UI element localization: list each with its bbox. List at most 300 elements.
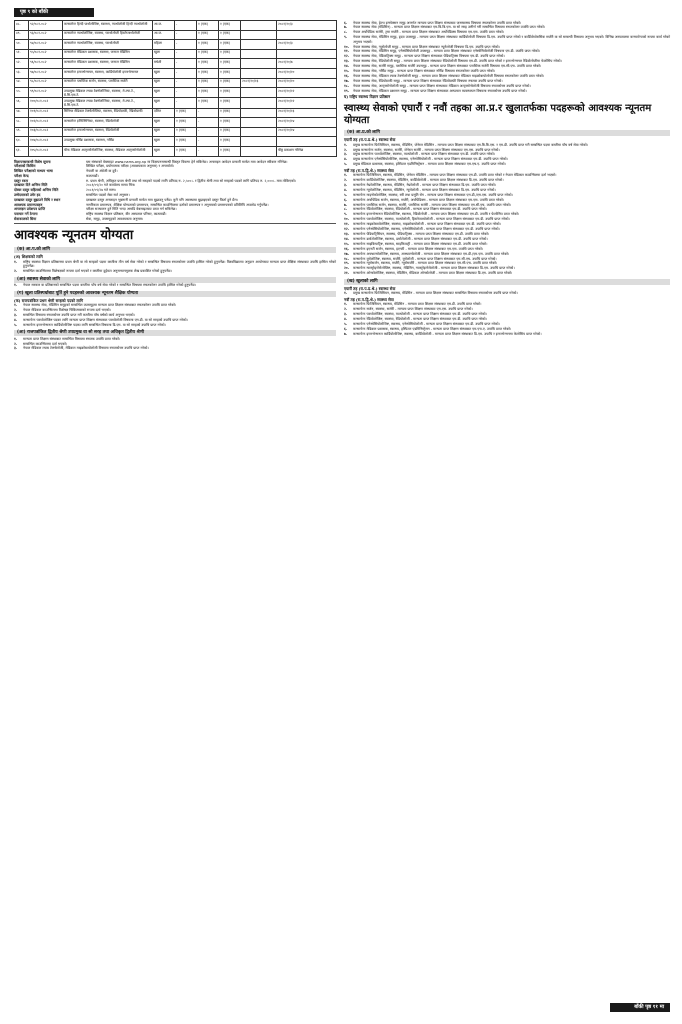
table-cell: खुला <box>153 146 175 156</box>
list-item <box>344 222 670 226</box>
table-cell: ५३. <box>15 68 29 78</box>
info-row <box>14 183 336 187</box>
table-cell: ९५/०८१-०८२ <box>29 49 63 59</box>
item-text: कन्सल्टेन्ट फिजिसियन, स्वास्थ्य, मेडिसिन, जेनेरल मेडिसिन - मान्यता प्राप्त शिक्षण संस्थाबाट एम.डी. उपाधि प्राप्त गरेको र नेपाल मेडिकल काउन्सिलमा दर्ता भएको। <box>353 173 557 178</box>
table-cell: ६१. <box>15 146 29 156</box>
list-item <box>344 247 670 251</box>
list-item <box>344 143 670 147</box>
left-qualification-sections <box>14 247 336 350</box>
table-cell: १ (एक) <box>175 108 197 118</box>
table-row <box>15 98 337 108</box>
table-row <box>15 68 337 78</box>
list-item <box>344 227 670 231</box>
item-number: ९. <box>344 212 348 217</box>
item-text: कन्सल्टेन्ट माइक्रोबायोलोजिष्ट, स्वास्थ्य, माइक्रोबायोलोजी - मान्यता प्राप्त शिक्षण संस्थाबाट एम.डी. उपाधि प्राप्त गरेको। <box>353 222 501 227</box>
table-cell: ९७/०८१-०८२ <box>29 68 63 78</box>
section-subheading: नवौं तह (रा.प.द्वि.श्रे.) स्वास्थ्य सेवा <box>344 167 394 173</box>
table-cell: सिनियर मेडिकल टेक्नोलोजिस्ट, स्वास्थ्य, रेडियोग्राफी, रेडियोग्राफी <box>63 108 153 118</box>
table-cell: १ (एक) <box>197 59 219 69</box>
table-cell: - <box>197 127 219 137</box>
table-cell: २०८१/१०/१० <box>277 68 337 78</box>
table-row <box>15 108 337 118</box>
item-text: कन्सल्टेन्ट इन्टरभेन्सनल कार्डियोलोजिष्ट पदका लागि सम्बन्धित विषयमा डि.एम. वा सो सरहको उपाधि प्राप्त गरेको। <box>23 322 166 327</box>
list-item <box>344 59 670 63</box>
item-number: १४. <box>344 236 349 241</box>
item-number: ५. <box>344 321 348 326</box>
item-number: २. <box>344 306 348 311</box>
info-label: आवश्यक प्रमाणपत्रहरु <box>14 202 43 207</box>
table-cell: २०८१/१०/१४ <box>277 118 337 128</box>
item-number: ६. <box>344 197 348 202</box>
table-cell: १ (एक) <box>175 118 197 128</box>
item-number: ३. <box>344 182 348 187</box>
info-row <box>14 207 336 211</box>
item-number: २. <box>344 147 348 152</box>
item-number: १७. <box>344 78 349 83</box>
info-value: दरखास्त दस्तुर अनलाइन भुक्तानी प्रणाली मार्फत मात्र बुझाउनु पर्नेछ। कुनै पनि अवस्थामा बुझाइएको दस्तुर फिर्ता हुने छैन। <box>86 197 238 202</box>
info-label: दरखास्त दिने अन्तिम मिति <box>14 183 48 188</box>
table-cell: १ (एक) <box>197 98 219 108</box>
item-text: राष्ट्रिय स्वास्थ्य विज्ञान प्रतिष्ठानमा प्रथम श्रेणी वा सो सरहको पदमा कम्तीमा तीन वर्ष सेवा गरेको र सम्बन्धित विषयमा स्नातकोत्तर उपाधि हासिल गरेको हुनुपर्नेछ। विश्वविद्यालय अनुदान आयोगबाट मान्यता प्राप्त शैक्षिक संस्थाबाट उपाधि हासिल गरेको हुनुपर्नेछ। <box>23 259 336 269</box>
item-number: १७. <box>344 251 349 256</box>
table-cell <box>241 118 277 128</box>
item-number: ११. <box>344 49 349 54</box>
table-cell: १ (एक) <box>219 78 241 88</box>
table-cell: ९४/०८१-०८२ <box>29 40 63 50</box>
table-cell: २०८१/१०/३ <box>277 21 337 31</box>
list-item <box>344 89 670 93</box>
item-text: नेपाल स्वास्थ्य सेवा, अल्ट्रासोनोलोजी समूह - मान्यता प्राप्त शिक्षण संस्थाबाट मेडिकल अल्ट्रासोनोलोजी विषयमा स्नातकोत्तर उपाधि प्राप्त गरेको। <box>353 83 531 88</box>
info-row <box>14 193 336 197</box>
item-text: कन्सल्टेन्ट न्यूरोलोजिष्ट, स्वास्थ्य, मेडिसिन, न्यूरोलोजी - मान्यता प्राप्त शिक्षण संस्थाबाट डि.एम. उपाधि प्राप्त गरेको। <box>353 187 496 192</box>
item-number: १८. <box>344 256 349 261</box>
list-item <box>344 69 670 73</box>
table-cell: कन्सल्टेन्ट इन्टिस्निभिस्ट, स्वास्थ्य, रेडियोलोजी <box>63 118 153 128</box>
item-number: २१. <box>344 271 349 276</box>
table-cell: १ (एक) <box>197 88 219 98</box>
item-number: ३. <box>344 152 348 157</box>
table-cell: २०८१/१०/७ <box>277 59 337 69</box>
info-label: उम्मेदवारको उमेर हद <box>14 193 41 198</box>
list-item <box>344 35 670 44</box>
info-row <box>14 160 336 164</box>
item-text: कन्सल्टेन्ट न्यूरोसर्जन, स्वास्थ्य, सर्जरी, न्यूरोसर्जरी - मान्यता प्राप्त शिक्षण संस्थाबाट एम.सी.एच. उपाधि प्राप्त गरेको। <box>353 261 498 266</box>
table-cell: महिला <box>153 40 175 50</box>
list-item <box>344 232 670 236</box>
table-cell: १ (एक) <box>175 127 197 137</box>
item-number: ११. <box>344 222 349 227</box>
table-cell: उपप्रमुख मेडिकल ल्याब टेक्नोलोजिस्ट, स्वास्थ्य, मे.ल्या.टे., ग्रे.सि.एस.टे. <box>63 88 153 98</box>
item-text: नेपाल स्वास्थ्य सेवा, सर्जरी समूह, प्लास्टिक सर्जरी उपसमूह - मान्यता प्राप्त शिक्षण संस्थाबाट प्लास्टिक सर्जरी विषयमा एम.सी.एच. उपाधि प्राप्त गरेको। <box>353 64 542 69</box>
info-label: विज्ञापनसम्बन्धी विशेष सूचना <box>14 159 51 164</box>
item-text: नेपाल स्वास्थ्य सेवा (मेडिसिन) - मान्यता प्राप्त शिक्षण संस्थाबाट एम.बि.बि.एस. वा सो सरह उत्तीर्ण गरी सम्बन्धित विषयमा स्नातकोत्तर उपाधि प्राप्त गरेको। <box>353 25 546 30</box>
item-number: २. <box>14 341 18 346</box>
item-number: ७. <box>344 202 348 207</box>
item-number: १. <box>14 259 18 264</box>
table-cell: १०५/०८१-०८२ <box>29 146 63 156</box>
table-cell: खुला <box>153 78 175 88</box>
item-number: ४. <box>344 157 348 162</box>
table-row <box>15 88 337 98</box>
table-cell: ९२/०८१-०८२ <box>29 21 63 31</box>
item-number: १५. <box>344 241 349 246</box>
table-cell: - <box>197 137 219 147</box>
right-qualification-list <box>344 21 670 94</box>
list-item <box>344 84 670 88</box>
item-text: कन्सल्टेन्ट मेडिकल प्रशासक, स्वास्थ्य, हस्पिटल एडमिनिस्ट्रेसन - मान्यता प्राप्त शिक्षण संस्थाबाट एम.एच.ए. उपाधि प्राप्त गरेको। <box>353 326 512 331</box>
table-cell: १००/०८१-०८२ <box>29 98 63 108</box>
info-row <box>14 212 336 216</box>
item-number: ४. <box>14 317 18 322</box>
item-text: नेपाल मेडिकल ल्याब टेक्नोलोजी, मेडिकल माइक्रोबायोलोजी विषयमा स्नातकोत्तर उपाधि प्राप्त गरेको। <box>23 346 149 351</box>
section-subheading: (अ) शिक्षकको लागि <box>14 254 43 260</box>
item-number: ८. <box>344 207 348 212</box>
table-cell: १ (एक) <box>197 30 219 40</box>
table-cell: १०१/०८१-०८२ <box>29 108 63 118</box>
table-row <box>15 49 337 59</box>
table-cell: - <box>175 40 197 50</box>
item-text: कन्सल्टेन्ट ग्यास्ट्रोइन्टेरोलोजिष्ट, स्वास्थ्य, मेडिसिन, ग्यास्ट्रोइन्टेरोलोजी - मान्यता प्राप्त शिक्षण संस्थाबाट डि.एम. उपाधि प्राप्त गरेको। <box>353 266 515 271</box>
table-cell: खुला <box>153 49 175 59</box>
item-text: कन्सल्टेन्ट प्लास्टिक सर्जन, स्वास्थ्य, सर्जरी, प्लास्टिक सर्जरी - मान्यता प्राप्त शिक्षण संस्थाबाट एम.सी.एच. उपाधि प्राप्त गरेको। <box>353 202 511 207</box>
table-cell: २०८१/१०/१२ <box>277 88 337 98</box>
info-label: सेवाकालको सिमा <box>14 217 37 222</box>
list-item <box>344 64 670 68</box>
table-cell: २०८१/१०/१३ <box>277 108 337 118</box>
table-cell <box>241 137 277 147</box>
table-cell: ९९/०८१-०८२ <box>29 88 63 98</box>
list-item <box>344 173 670 177</box>
table-cell: ५१. <box>15 49 29 59</box>
item-text: कन्सल्टेन्ट डर्माटोलोजिष्ट, स्वास्थ्य, डर्माटोलोजी - मान्यता प्राप्त शिक्षण संस्थाबाट एम.डी. उपाधि प्राप्त गरेको। <box>353 236 488 241</box>
item-number: ७. <box>344 331 348 336</box>
table-cell <box>277 30 337 40</box>
item-text: कन्सल्टेन्ट नेफ्रोलोजिष्ट, स्वास्थ्य, मेडिसिन, नेफ्रोलोजी - मान्यता प्राप्त शिक्षण संस्थाबाट डि.एम. उपाधि प्राप्त गरेको। <box>353 182 497 187</box>
item-number: ३. <box>344 311 348 316</box>
advertisement-info <box>14 160 336 222</box>
info-value: २०८१/०९/२७ गते सम्म। <box>86 188 116 193</box>
table-cell: १ (एक) <box>175 137 197 147</box>
item-text: सम्बन्धित काउन्सिलमा दर्ता भएको। <box>23 341 68 346</box>
list-item <box>344 291 670 295</box>
info-label: लिखित परीक्षाको माध्यम भाषा <box>14 169 53 174</box>
item-number: ९. <box>344 35 348 40</box>
section-bar: (ग) खुला प्रतिस्पर्धाबाट पूर्ति हुने पदहरुको आवश्यक न्यूनतम शैक्षिक योग्यता <box>14 291 336 297</box>
item-number: १५. <box>344 69 349 74</box>
info-value: लिखित परीक्षा, प्रयोगात्मक परीक्षा (आवश्यकता अनुसार) र अन्तर्वार्ता। <box>86 164 174 169</box>
table-cell: १ (एक) <box>175 146 197 156</box>
info-row <box>14 169 336 173</box>
table-cell <box>241 68 277 78</box>
list-item <box>14 323 336 327</box>
list-item <box>344 79 670 83</box>
left-column <box>14 20 336 351</box>
item-text: नेपाल स्वास्थ्य सेवा, मेडिकल प्रशासन समूह - मान्यता प्राप्त शिक्षण संस्थाबाट अस्पताल व्यवस्थापन विषयमा स्नातकोत्तर उपाधि प्राप्त गरेको। <box>353 88 527 93</box>
item-number: १३. <box>344 59 349 64</box>
table-cell: ४८. <box>15 21 29 31</box>
page-continuation-header: पृष्ठ ९ को बाँकी <box>14 8 94 17</box>
table-cell: १ (एक) <box>197 68 219 78</box>
info-label: परीक्षा केन्द्र <box>14 173 29 178</box>
table-cell: चीफ मेडिकल अल्ट्रासोनोलोजिष्ट, स्वास्थ्य, मेडिकल अल्ट्रासोनोलोजी <box>63 146 153 156</box>
section-subheading: एघारौं तह (रा.प.प्र.श्रे.) स्वास्थ्य सेवा <box>344 285 396 291</box>
newspaper-page <box>14 8 670 1012</box>
table-cell: ९६/०८१-०८२ <box>29 59 63 69</box>
item-number: १८. <box>344 83 349 88</box>
item-text: नेपाल अर्थोपेडिक सर्जरी, ट्रमा सर्जरी - मान्यता प्राप्त शिक्षण संस्थाबाट अर्थोपेडिक्स विषयमा एम.एस. उपाधि प्राप्त गरेको। <box>353 30 505 35</box>
item-text: कन्सल्टेन्ट गाइनोकोलोजिष्ट, स्वास्थ्य, स्त्री तथा प्रसूति रोग - मान्यता प्राप्त शिक्षण संस्थाबाट एम.डी./एम.एस. उपाधि प्राप्त गरेको। <box>353 192 513 197</box>
item-text: कन्सल्टेन्ट पेडियाट्रिसियन, स्वास्थ्य, पेडियाट्रिक्स - मान्यता प्राप्त शिक्षण संस्थाबाट एम.डी. उपाधि प्राप्त गरेको। <box>353 232 490 236</box>
table-cell: १ (एक) <box>219 21 241 31</box>
info-value: राष्ट्रिय स्वास्थ्य विज्ञान प्रतिष्ठान, बीर अस्पताल परिसर, काठमाडौं। <box>86 212 167 217</box>
item-text: कन्सल्टेन्ट एनेस्थेसियोलोजिष्ट, स्वास्थ्य, एनेस्थेसियोलोजी - मान्यता प्राप्त शिक्षण संस्थाबाट एम.डी. उपाधि प्राप्त गरेको। <box>353 321 500 326</box>
info-value: सेवा, समूह, उपसमूहको आवश्यकता अनुसार। <box>86 217 144 222</box>
item-number: १. <box>14 336 18 341</box>
item-text: प्रमुख मेडिकल प्रशासक, स्वास्थ्य, हस्पिटल एडमिनिस्ट्रेसन - मान्यता प्राप्त शिक्षण संस्थाबाट एम.एच.ए. उपाधि प्राप्त गरेको। <box>353 162 506 167</box>
table-cell: १०३/०८१-०८२ <box>29 127 63 137</box>
item-text: नेपाल स्वास्थ्य सेवा, नर्सिङ समूह - मान्यता प्राप्त शिक्षण संस्थाबाट नर्सिङ विषयमा स्नातकोत्तर उपाधि प्राप्त गरेको। <box>353 69 496 74</box>
table-cell: ९८/०८१-०८२ <box>29 78 63 88</box>
table-cell: १ (एक) <box>197 40 219 50</box>
table-cell: ९३/०८१-०८२ <box>29 30 63 40</box>
item-text: नेपाल स्वास्थ्य सेवा, मेडिसिन समूह, हृदय उपसमूह - मान्यता प्राप्त शिक्षण संस्थाबाट कार्डियोलोजी विषयमा डि.एम. उपाधि प्राप्त गरेको र कार्डियोथोरासिक सर्जरी वा सो सम्बन्धी विषयमा अनुभव भएको। विभिन्न अस्पतालमा कन्सल्टेन्टको रूपमा कार्य गरेको अनुभव भएको। <box>353 35 670 44</box>
list-item <box>14 269 336 273</box>
info-value: काठमाडौं। <box>86 173 99 178</box>
table-cell: २०८१/१०/३ <box>277 40 337 50</box>
table-row <box>15 78 337 88</box>
section-bar: (ख) खुलाको लागि <box>344 279 670 285</box>
list-item <box>344 271 670 275</box>
table-cell: कन्सल्टेन्ट इन्टरभेन्सनल, स्वास्थ्य, कार्डियोलोजी इन्टरभेन्सनल <box>63 68 153 78</box>
table-cell: १ (एक) <box>197 78 219 88</box>
table-cell: खुला <box>153 127 175 137</box>
item-text: कन्सल्टेन्ट रेडियोलोजिष्ट, स्वास्थ्य, रेडियोलोजी - मान्यता प्राप्त शिक्षण संस्थाबाट एम.डी. उपाधि प्राप्त गरेको। <box>353 316 487 321</box>
table-cell <box>277 137 337 147</box>
item-number: १९. <box>344 261 349 266</box>
item-text: कन्सल्टेन्ट इएनटी सर्जन, स्वास्थ्य, इएनटी - मान्यता प्राप्त शिक्षण संस्थाबाट एम.एस. उपाधि प्राप्त गरेको। <box>353 246 484 251</box>
list-item <box>344 327 670 331</box>
right-main-heading: स्वास्थ्य सेवाको एघारौं र नवौं तहका आ.प्र.र खुलातर्फका पदहरूको आवश्यक न्यूनतम योग्यता <box>344 103 652 127</box>
list-item <box>14 318 336 322</box>
table-cell: कन्सल्टेन्ट मेडिकल प्रशासक, स्वास्थ्य, जनरल मेडिसिन <box>63 49 153 59</box>
item-number: २. <box>14 269 18 274</box>
item-text: नेपाल स्वास्थ्य सेवा, मेडिकल ल्याब टेक्नोलोजी समूह - मान्यता प्राप्त शिक्षण संस्थाबाट मेडिकल माइक्रोबायोलोजी विषयमा स्नातकोत्तर उपाधि प्राप्त गरेको। <box>353 73 545 78</box>
section-subheading: (क) राजपत्रांकित प्रथम श्रेणी सरहको पदको लागि <box>14 297 84 303</box>
item-text: नेपाल मेडिकल काउन्सिलमा विशेषज्ञ चिकित्सकको रूपमा दर्ता भएको। <box>23 308 111 312</box>
list-item <box>344 322 670 326</box>
item-number: १९. <box>344 88 349 93</box>
table-cell: खुला <box>153 88 175 98</box>
table-cell: कन्सल्टेन्ट प्याथोलोजिष्ट, स्वास्थ्य, प्याथोलोजी हिस्टोप्याथोलोजी <box>63 30 153 40</box>
info-value: सम्बन्धित पदको सेवा सर्त अनुसार। <box>86 193 130 198</box>
table-cell: खुला <box>153 137 175 147</box>
item-text: नेपाल सरकार वा प्रतिष्ठानको सम्बन्धित पदमा कम्तीमा पाँच वर्ष सेवा गरेको र सम्बन्धित विषयमा स्नातकोत्तर उपाधि हासिल गरेको हुनुपर्नेछ। <box>23 283 196 288</box>
item-text: प्रमुख कन्सल्टेन्ट फिजिसियन, स्वास्थ्य, मेडिसिन - मान्यता प्राप्त शिक्षण संस्थाबाट सम्बन्धित विषयमा स्नातकोत्तर उपाधि प्राप्त गरेको। <box>353 291 518 296</box>
table-cell: १०२/०८१-०८२ <box>29 118 63 128</box>
table-cell: मधेशी <box>153 59 175 69</box>
info-row <box>14 198 336 202</box>
list-item <box>344 183 670 187</box>
table-cell: १ (एक) <box>219 30 241 40</box>
table-cell: खुला <box>153 98 175 108</box>
list-item <box>344 162 670 166</box>
item-text: कन्सल्टेन्ट प्याथोलोजिष्ट, स्वास्थ्य, प्याथोलोजी, हिस्टोप्याथोलोजी - मान्यता प्राप्त शिक्षण संस्थाबाट एम.डी. उपाधि प्राप्त गरेको। <box>353 217 510 222</box>
item-text: नेपाल स्वास्थ्य सेवा, न्यूरोलोजी समूह - मान्यता प्राप्त शिक्षण संस्थाबाट न्यूरोलोजी विषयमा डि.एम. उपाधि प्राप्त गरेको। <box>353 44 500 49</box>
item-number: ३. <box>14 312 18 317</box>
item-text: प्रमुख कन्सल्टेन्ट प्याथोलोजिष्ट, स्वास्थ्य, प्याथोलोजी - मान्यता प्राप्त शिक्षण संस्थाबाट एम.डी. उपाधि प्राप्त गरेको। <box>353 152 495 157</box>
item-text: कन्सल्टेन्ट फिजिसियन, स्वास्थ्य, मेडिसिन - मान्यता प्राप्त शिक्षण संस्थाबाट एम.डी. उपाधि प्राप्त गरेको। <box>353 302 482 307</box>
table-cell: ५०. <box>15 40 29 50</box>
info-row <box>14 179 336 183</box>
table-cell: १ (एक) <box>219 118 241 128</box>
item-text: नेपाल स्वास्थ्य सेवा, हेल्थ इन्स्पेक्सन समूह अन्तर्गत मान्यता प्राप्त शिक्षण संस्थाबाट जनस्वास्थ्य विषयमा स्नातकोत्तर उपाधि प्राप्त गरेको। <box>353 20 522 25</box>
table-cell: ५४. <box>15 78 29 88</box>
table-cell: ४९. <box>15 30 29 40</box>
item-text: प्रमुख कन्सल्टेन्ट एनेस्थेसियोलोजिष्ट, स्वास्थ्य, एनेस्थेसियोलोजी - मान्यता प्राप्त शिक्षण संस्थाबाट एम.डी. उपाधि प्राप्त गरेको। <box>353 157 508 162</box>
table-cell <box>241 49 277 59</box>
list-item <box>344 188 670 192</box>
table-cell <box>241 127 277 137</box>
table-cell: - <box>175 88 197 98</box>
table-cell: ५६. <box>15 98 29 108</box>
table-cell: १ (एक) <box>219 68 241 78</box>
table-cell: - <box>175 78 197 88</box>
left-main-heading: आवश्यक न्यूनतम योग्यता <box>14 228 134 244</box>
table-cell: - <box>197 108 219 118</box>
info-value: नागरिकता प्रमाणपत्र, शैक्षिक योग्यताको प्रमाणपत्र, सम्बन्धित काउन्सिलमा दर्ताको प्रमाणपत्र र अनुभवको प्रमाणपत्रको प्रतिलिपि अपलोड गर्नुपर्नेछ। <box>86 202 269 207</box>
info-row <box>14 164 336 168</box>
table-cell: १ (एक) <box>197 49 219 59</box>
section-bar: (आ) राजपत्रांकित द्वितीय श्रेणी उपप्रमुख वा सो सरह तथा अधिकृत द्वितीय श्रेणी <box>14 330 336 336</box>
table-cell: २०८१/१०/१० <box>277 78 337 88</box>
list-item <box>14 308 336 312</box>
right-qualification-sections <box>344 130 670 336</box>
list-item <box>344 178 670 182</box>
table-row <box>15 127 337 137</box>
item-number: २०. <box>344 266 349 271</box>
list-item <box>344 302 670 306</box>
page-continuation-footer: बाँकी पृष्ठ ११ मा <box>610 1003 670 1012</box>
info-label: पत्राचार गर्ने ठेगाना <box>14 212 38 217</box>
list-item <box>344 252 670 256</box>
info-row <box>14 217 336 221</box>
table-cell: १ (एक) <box>219 88 241 98</box>
table-cell: १ (एक) <box>197 21 219 31</box>
item-number: १. <box>344 302 348 307</box>
table-cell <box>277 49 337 59</box>
list-item <box>344 242 670 246</box>
item-number: ६. <box>344 20 348 25</box>
item-number: १. <box>14 303 18 308</box>
table-row <box>15 146 337 156</box>
table-cell: १ (एक) <box>219 98 241 108</box>
table-cell: ५२. <box>15 59 29 69</box>
item-text: कन्सल्टेन्ट रेडियोलोजिष्ट, स्वास्थ्य, रेडियोलोजी - मान्यता प्राप्त शिक्षण संस्थाबाट एम.डी. उपाधि प्राप्त गरेको। <box>353 207 487 212</box>
table-cell: चीठ्ठ प्रकाशन गरिनेछ <box>277 146 337 156</box>
info-row <box>14 174 336 178</box>
item-number: ७. <box>344 25 348 30</box>
table-cell: २०८१/१०/१२ <box>277 98 337 108</box>
table-cell: - <box>175 49 197 59</box>
item-number: १. <box>344 142 348 147</box>
table-cell <box>241 40 277 50</box>
table-row <box>15 30 337 40</box>
table-cell <box>241 21 277 31</box>
item-number: १. <box>14 283 18 288</box>
table-cell <box>241 108 277 118</box>
item-number: १. <box>344 291 348 296</box>
list-item <box>344 237 670 241</box>
table-cell: २०८१/१०/१४ <box>277 127 337 137</box>
table-cell: उपप्रमुख मेडिकल ल्याब टेक्नोलोजिस्ट, स्वास्थ्य, मे.ल्या.टे., ग्रे.सि.एस.टे. <box>63 98 153 108</box>
list-item <box>14 283 336 287</box>
info-label: परीक्षाको किसिम <box>14 164 36 169</box>
table-row <box>15 137 337 147</box>
table-cell: कन्सल्टेन्ट इन्टरभेन्सनल, स्वास्थ्य, रेडियोलोजी <box>63 127 153 137</box>
table-cell <box>241 30 277 40</box>
table-cell: १ (एक) <box>219 108 241 118</box>
list-item <box>14 337 336 341</box>
item-text: नेपाल स्वास्थ्य सेवा, मेडिसिन समूहको सम्बन्धित उपसमूहमा मान्यता प्राप्त शिक्षण संस्थाबाट स्नातकोत्तर उपाधि प्राप्त गरेको। <box>23 303 177 308</box>
table-cell: आ.ज. <box>153 21 175 31</box>
list-item <box>344 193 670 197</box>
info-value: परीक्षा सञ्चालन हुने मिति भन्दा अगाडि वेबसाइटबाट प्राप्त गर्न सकिनेछ। <box>86 207 177 212</box>
item-text: नेपाल स्वास्थ्य सेवा, पेडियाट्रिक्स समूह - मान्यता प्राप्त शिक्षण संस्थाबाट पेडियाट्रिक्स विषयमा एम.डी. उपाधि प्राप्त गरेको। <box>353 54 505 59</box>
item-text: कन्सल्टेन्ट सर्जन, स्वास्थ्य, सर्जरी - मान्यता प्राप्त शिक्षण संस्थाबाट एम.एस. उपाधि प्राप्त गरेको। <box>353 306 473 311</box>
item-text: मान्यता प्राप्त शिक्षण संस्थाबाट सम्बन्धित विषयमा स्नातक उपाधि प्राप्त गरेको। <box>23 336 121 341</box>
table-cell: आ.ज. <box>153 30 175 40</box>
list-item <box>14 346 336 350</box>
info-value: नेपाली वा अंग्रेजी वा दुवै। <box>86 169 118 174</box>
table-cell: कन्सल्टेन्ट प्लास्टिक सर्जन, स्वास्थ्य, प्लास्टिक सर्जरी <box>63 78 153 88</box>
postings-table <box>14 20 337 157</box>
divider <box>14 223 336 224</box>
section-subheading: नवौं तह (रा.प.द्वि.श्रे.) स्वास्थ्य सेवा <box>344 296 394 302</box>
item-text: कन्सल्टेन्ट कार्डियोलोजिष्ट, स्वास्थ्य, मेडिसिन, कार्डियोलोजी - मान्यता प्राप्त शिक्षण संस्थाबाट डि.एम. उपाधि प्राप्त गरेको। <box>353 178 504 183</box>
list-item <box>344 317 670 321</box>
table-cell: २०८१/१०/१३ <box>241 78 277 88</box>
list-item <box>344 307 670 311</box>
section-bar: (आ) स्वास्थ्य सेवाको लागि <box>14 277 336 283</box>
item-text: कन्सल्टेन्ट अफ्थाल्मोलोजिष्ट, स्वास्थ्य, अफ्थाल्मोलोजी - मान्यता प्राप्त शिक्षण संस्थाबाट एम.डी./एम.एस. उपाधि प्राप्त गरेको। <box>353 251 510 256</box>
info-value: २०८१/०९/२० गते कार्यालय समय भित्र। <box>86 183 136 188</box>
table-cell: १ (एक) <box>219 49 241 59</box>
table-cell <box>241 146 277 156</box>
section-bar: (क) आ.प.को लागि <box>14 247 336 253</box>
item-text: कन्सल्टेन्ट प्याथोलोजिष्ट पदका लागि मान्यता प्राप्त शिक्षण संस्थाबाट प्याथोलोजी विषयमा एम.डी. वा सो सरहको उपाधि प्राप्त गरेको। <box>23 317 188 322</box>
list-item <box>344 312 670 316</box>
item-text: कन्सल्टेन्ट प्याथोलोजिष्ट, स्वास्थ्य, प्याथोलोजी - मान्यता प्राप्त शिक्षण संस्थाबाट एम.डी. उपाधि प्राप्त गरेको। <box>353 311 487 316</box>
info-label: दरखास्त दस्तुर बुझाउने विधि र स्थान <box>14 197 61 202</box>
table-cell: - <box>175 30 197 40</box>
item-number: ५. <box>14 322 18 327</box>
item-number: १. <box>344 173 348 178</box>
list-item <box>344 198 670 202</box>
table-cell: उपप्रमुख नर्सिङ प्रशासक, स्वास्थ्य, नर्सिङ <box>63 137 153 147</box>
table-cell: - <box>175 21 197 31</box>
item-text: कन्सल्टेन्ट एनेस्थेसियोलोजिष्ट, स्वास्थ्य, एनेस्थेसियोलोजी - मान्यता प्राप्त शिक्षण संस्थाबाट एम.डी. उपाधि प्राप्त गरेको। <box>353 227 500 232</box>
item-text: कन्सल्टेन्ट साइकियाट्रिष्ट, स्वास्थ्य, साइकियाट्री - मान्यता प्राप्त शिक्षण संस्थाबाट एम.डी. उपाधि प्राप्त गरेको। <box>353 241 488 246</box>
item-number: ३. <box>14 346 18 351</box>
list-item <box>344 332 670 336</box>
info-value: यस संस्थाको वेबसाइट www.nams.org.np मा विज्ञापनसम्बन्धी विस्तृत विवरण हेर्न सकिनेछ। अनलाइन आवेदन प्रणाली मार्फत मात्र आवेदन स्वीकार गरिनेछ। <box>86 159 288 164</box>
item-text: सम्बन्धित काउन्सिलमा विशेषज्ञको रूपमा दर्ता भएको र कम्तीमा दुईवटा अनुसन्धानमूलक लेख प्रकाशित गरेको हुनुपर्नेछ। <box>23 269 172 274</box>
item-number: १६. <box>344 73 349 78</box>
item-text: कन्सल्टेन्ट इन्टरभेन्सनल रेडियोलोजिष्ट, स्वास्थ्य, रेडियोलोजी - मान्यता प्राप्त शिक्षण संस्थाबाट एम.डी. उपाधि र फेलोसिप प्राप्त गरेको। <box>353 212 520 217</box>
item-text: नेपाल स्वास्थ्य सेवा, मेडिसिन समूह, एनेस्थेसियोलोजी उपसमूह - मान्यता प्राप्त शिक्षण संस्थाबाट एनेस्थेसियोलोजी विषयमा एम.डी. उपाधि प्राप्त गरेको। <box>353 49 540 54</box>
table-cell: ५८. <box>15 118 29 128</box>
item-text: सम्बन्धित विषयमा स्नातकोत्तर उपाधि प्राप्त गरी कम्तीमा पाँच वर्षको कार्य अनुभव भएको। <box>23 312 135 317</box>
